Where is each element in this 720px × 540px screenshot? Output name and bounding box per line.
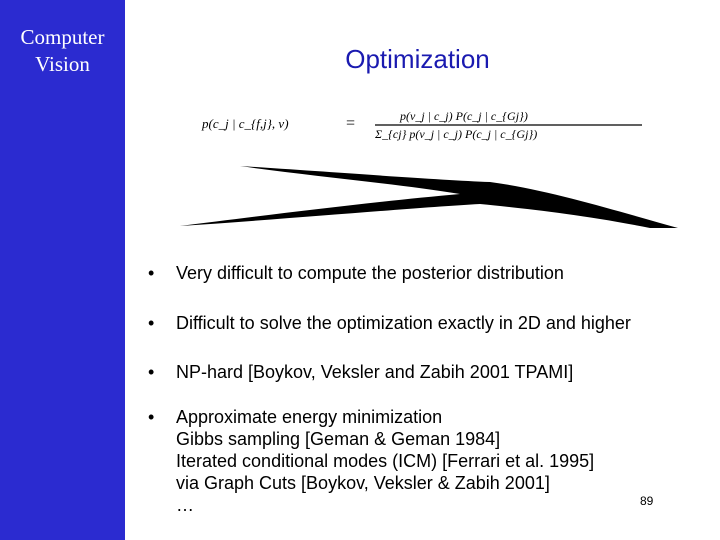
bullet-text: Difficult to solve the optimization exactly in 2D and higher	[176, 313, 631, 333]
course-title-line2: Vision	[35, 52, 90, 76]
course-title-line1: Computer	[20, 25, 105, 49]
bullet-subline: via Graph Cuts [Boykov, Veksler & Zabih 2001]	[176, 473, 550, 493]
equation-figure	[180, 104, 680, 234]
brace-shape	[180, 166, 678, 228]
bullet-dot: •	[148, 362, 155, 382]
equation-lhs: p(c_j | c_{f,j}, v)	[202, 116, 289, 131]
bullet-subline: Gibbs sampling [Geman & Geman 1984]	[176, 429, 501, 449]
bullet-item	[148, 406, 720, 516]
course-title	[0, 24, 125, 78]
bullet-dot: •	[148, 407, 155, 427]
bullet-dot: •	[148, 313, 155, 333]
slide-title: Optimization	[345, 44, 490, 74]
bullet-text: NP-hard [Boykov, Veksler and Zabih 2001 TPAMI]	[176, 362, 574, 382]
bullet-item	[148, 312, 720, 334]
equation-equals: =	[345, 115, 356, 132]
bullet-subline: …	[176, 495, 194, 515]
page-number: 89	[640, 494, 654, 508]
bullet-text: Very difficult to compute the posterior distribution	[176, 263, 564, 283]
equation-numerator: p(v_j | c_j) P(c_j | c_{Gj})	[400, 109, 528, 123]
sidebar-panel	[0, 0, 125, 540]
bullet-item	[148, 262, 720, 284]
equation-denominator: Σ_{cj} p(v_j | c_j) P(c_j | c_{Gj})	[375, 127, 538, 141]
bullet-item	[148, 361, 720, 383]
bullet-text: Approximate energy minimization	[176, 407, 443, 427]
bullet-dot: •	[148, 263, 155, 283]
bullet-subline: Iterated conditional modes (ICM) [Ferrari et al. 1995]	[176, 451, 595, 471]
